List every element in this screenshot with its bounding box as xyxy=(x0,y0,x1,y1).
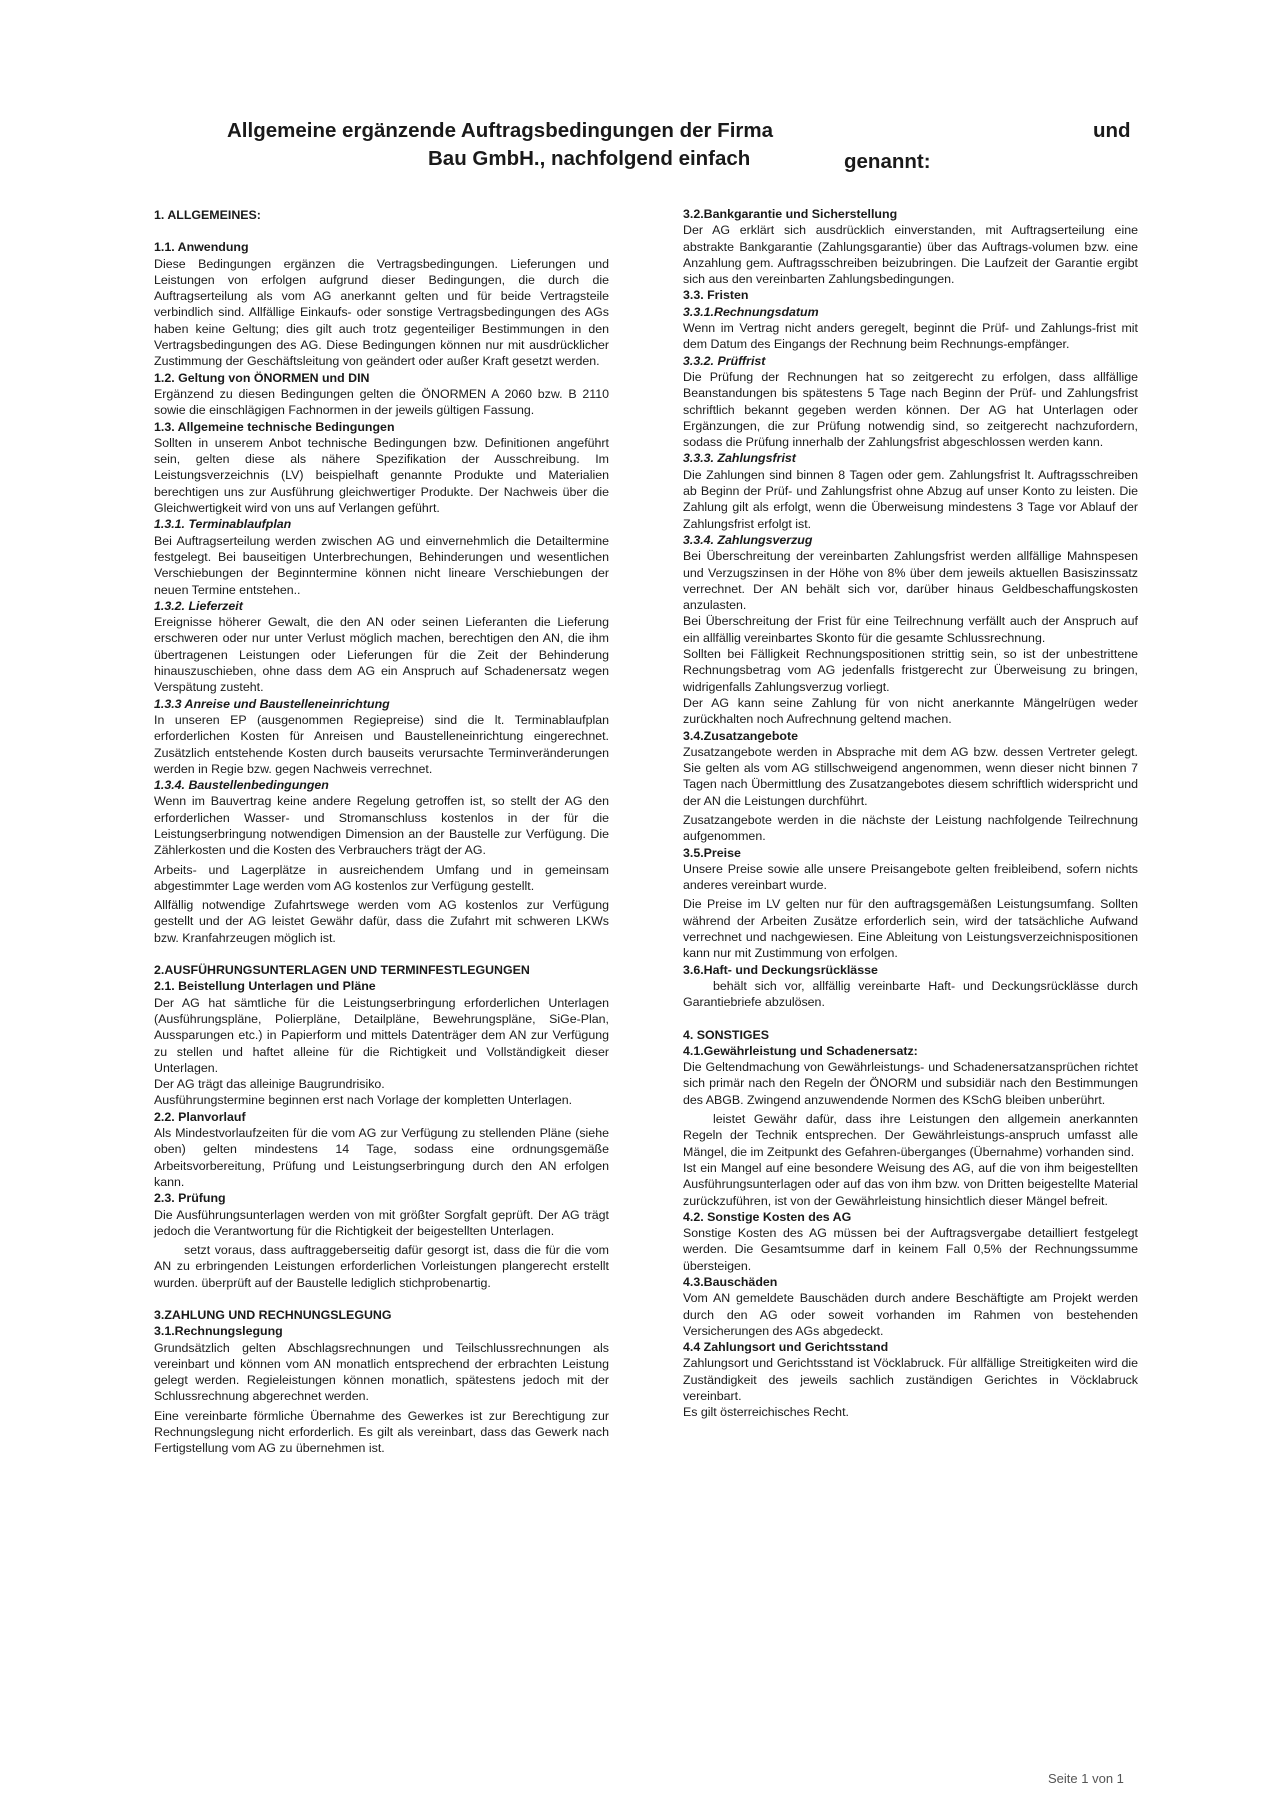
text-3-2: Der AG erklärt sich ausdrücklich einverstanden, mit Auftragserteilung eine abstrakte Bankgarantie (Zahlungsgarantie) über das Auftrags-volumen bzw. eine Anzahlung gem. Auftragsschreiben beizubringen. Die Laufzeit der Garantie ergibt sich aus den vereinbarten Zahlungsbedingungen. xyxy=(683,223,1138,287)
heading-1-3-4: 1.3.4. Baustellenbedingungen xyxy=(154,778,329,793)
text-2-3-b: setzt voraus, dass auftraggeberseitig dafür gesorgt ist, dass die für die vom AN zu erbringenden Leistungen erforderlichen Vorleistungen plangerecht erstellt wurden. überprüft auf der Baustelle lediglich stichprobenartig. xyxy=(154,1243,609,1290)
text-1-3-4-c: Allfällig notwendige Zufahrtswege werden vom AG kostenlos zur Verfügung gestellt und der AG leistet Gewähr dafür, dass die Zufahrt mit schweren LKWs bzw. Kranfahrzeugen möglich ist. xyxy=(154,898,609,945)
text-4-1-b: leistet Gewähr dafür, dass ihre Leistungen den allgemein anerkannten Regeln der Technik entsprechen. Der Gewährleistungs-anspruch umfasst alle Mängel, die im Zeitpunkt des Gefahren-überganges (Übernahme) vorhanden sind. xyxy=(683,1112,1138,1159)
text-1-1: Diese Bedingungen ergänzen die Vertragsbedingungen. Lieferungen und Leistungen von erfolgen aufgrund dieser Bedingungen, die durch die Auftragserteilung als vom AG anerkannt gelten und für beide Vertragsteile verbindlich sind. Allfällige Einkaufs- oder sonstige Vertragsbedingungen des AGs haben keine Geltung; dies gilt auch trotz gegenteiliger Bestimmungen in den Vertragsbedingungen des AG. Diese Bedingungen können nur mit ausdrücklicher Zustimmung der Geschäftsleitung von geändert oder außer Kraft gesetzt werden. xyxy=(154,256,609,369)
heading-1: 1. ALLGEMEINES: xyxy=(154,208,261,222)
text-3-1-b: Eine vereinbarte förmliche Übernahme des Gewerkes ist zur Berechtigung zur Rechnungslegung nicht erforderlich. Es gilt als vereinbart, dass das Gewerk nach Fertigstellung vom AG zu übernehmen ist. xyxy=(154,1408,609,1456)
text-4-4-a: Zahlungsort und Gerichtsstand ist Vöcklabruck. Für allfällige Streitigkeiten wird die Zuständigkeit des jeweils sachlich zuständigen Gerichtes in Vöcklabruck vereinbart. xyxy=(683,1356,1138,1404)
text-3-3-3: Die Zahlungen sind binnen 8 Tagen oder gem. Zahlungsfrist lt. Auftragsschreiben ab Beginn der Prüf- und Zahlungsfrist ohne Abzug auf unser Konto zu leisten. Die Zahlung gilt als erfolgt, wenn die Überweisung mindestens 3 Tage vor Ablauf der Zahlungsfrist erfolgt ist. xyxy=(683,467,1138,531)
text-1-3: Sollten in unserem Anbot technische Bedingungen bzw. Definitionen angeführt sein, gelten diese als nähere Spezifikation der Ausschreibung. Im Leistungsverzeichnis (LV) beispielhaft genannte Produkte und Materialien berechtigen uns zur Ausführung gleichwertiger Produkte. Der Nachweis über die Gleichwertigkeit wird von uns auf Verlangen geführt. xyxy=(154,435,609,516)
heading-3-3: 3.3. Fristen xyxy=(683,288,749,303)
heading-4-2: 4.2. Sonstige Kosten des AG xyxy=(683,1209,852,1224)
heading-1-1: 1.1. Anwendung xyxy=(154,240,249,255)
text-1-3-4-a: Wenn im Bauvertrag keine andere Regelung getroffen ist, so stellt der AG den erforderlichen Wasser- und Stromanschluss kostenlos in der für die Leistungserbringung notwendigen Dimension an der Baustelle zur Verfügung. Die Zählerkosten und die Kosten des Verbrauchers trägt der AG. xyxy=(154,794,609,858)
text-1-3-4-b: Arbeits- und Lagerplätze in ausreichendem Umfang und in gemeinsam abgestimmter Lage werden vom AG kostenlos zur Verfügung gestellt. xyxy=(154,862,609,893)
text-3-5-b: Die Preise im LV gelten nur für den auftragsgemäßen Leistungsumfang. Sollten während der Arbeiten Zusätze erforderlich sein, wird der tatsächliche Aufwand verrechnet und nachgewiesen. Eine Ableitung von Leistungsverzeichnispositionen kann nur mit Zustimmung von erfolgen. xyxy=(683,897,1138,961)
heading-2: 2.AUSFÜHRUNGSUNTERLAGEN UND TERMINFESTLEGUNGEN xyxy=(154,963,530,978)
text-1-2: Ergänzend zu diesen Bedingungen gelten die ÖNORMEN A 2060 bzw. B 2110 sowie die einschlägigen Fachnormen in der jeweils gültigen Fassung. xyxy=(154,386,609,418)
heading-3-3-3: 3.3.3. Zahlungsfrist xyxy=(683,451,796,466)
text-3-4-b: Zusatzangebote werden in die nächste der Leistung nachfolgende Teilrechnung aufgenommen. xyxy=(683,812,1138,844)
heading-3-4: 3.4.Zusatzangebote xyxy=(683,728,798,743)
heading-4: 4. SONSTIGES xyxy=(683,1027,770,1042)
text-1-3-1: Bei Auftragserteilung werden zwischen AG und einvernehmlich die Detailtermine festgelegt. Bei bauseitigen Unterbrechungen, Behinderungen und wesentlichen Verschiebungen der Beginntermine können nicht lineare Verschiebungen der neuen Termine entstehen.. xyxy=(154,533,609,597)
text-3-5-a: Unsere Preise sowie alle unsere Preisangebote gelten freibleibend, sofern nichts anderes vereinbart wurde. xyxy=(683,861,1138,893)
heading-1-3-2: 1.3.2. Lieferzeit xyxy=(154,598,243,613)
title-line1-left: Allgemeine ergänzende Auftragsbedingungen der Firma xyxy=(227,119,773,142)
text-4-1-a: Die Geltendmachung von Gewährleistungs- und Schadenersatzansprüchen richtet sich primär nach den Regeln der ÖNORM und subsidiär nach den Bestimmungen des ABGB. Zwingend anzuwendende Normen des KSchG bleiben unberührt. xyxy=(683,1060,1138,1107)
text-1-3-2: Ereignisse höherer Gewalt, die den AN oder seinen Lieferanten die Lieferung erschweren oder nur unter Verlust möglich machen, berechtigen den AN, die ihm übertragenen Leistungen oder Lieferungen für die Zeit der Behinderung hinauszuschieben, ohne dass dem AG ein Anspruch auf Schadenersatz wegen Verspätung zusteht. xyxy=(154,615,609,695)
text-3-3-1: Wenn im Vertrag nicht anders geregelt, beginnt die Prüf- und Zahlungs-frist mit dem Datum des Eingangs der Rechnung beim Rechnungs-empfänger. xyxy=(683,321,1138,352)
text-4-4-b: Es gilt österreichisches Recht. xyxy=(683,1405,849,1420)
heading-1-3-3: 1.3.3 Anreise und Baustelleneinrichtung xyxy=(154,696,390,711)
heading-4-3: 4.3.Bauschäden xyxy=(683,1275,778,1289)
heading-3-1: 3.1.Rechnungslegung xyxy=(154,1324,283,1339)
text-4-1-c: Ist ein Mangel auf eine besondere Weisung des AG, auf die von ihm beigestellten Ausführungsunterlagen oder auf das von ihm bzw. von Dritten beigestellte Material zurückzuführen, ist von der Gewährleistung hinsichtlich dieser Mängel befreit. xyxy=(683,1160,1138,1208)
heading-1-2: 1.2. Geltung von ÖNORMEN und DIN xyxy=(154,370,370,385)
text-3-3-4-b: Bei Überschreitung der Frist für eine Teilrechnung verfällt auch der Anspruch auf ein allfällig vereinbartes Skonto für die gesamte Schlussrechnung. xyxy=(683,614,1138,645)
text-3-4-a: Zusatzangebote werden in Absprache mit dem AG bzw. dessen Vertreter gelegt. Sie gelten als vom AG stillschweigend angenommen, wenn dieser nicht binnen 7 Tagen nach Übermittlung des Zusatzangebotes diesem schriftlich widerspricht und der AN die Leistungen durchführt. xyxy=(683,744,1138,808)
text-2-3-a: Die Ausführungsunterlagen werden von mit größter Sorgfalt geprüft. Der AG trägt jedoch die Verantwortung für die Richtigkeit der beigestellten Unterlagen. xyxy=(154,1207,609,1238)
heading-2-3: 2.3. Prüfung xyxy=(154,1191,226,1206)
heading-4-1: 4.1.Gewährleistung und Schadenersatz: xyxy=(683,1043,918,1058)
text-3-6: behält sich vor, allfällig vereinbarte Haft- und Deckungsrücklässe durch Garantiebriefe abzulösen. xyxy=(683,978,1138,1010)
text-3-3-4-a: Bei Überschreitung der vereinbarten Zahlungsfrist werden allfällige Mahnspesen und Verzugszinsen in der Höhe von 8% über dem jeweils aktuellen Basiszinssatz verrechnet. Der AN behält sich vor, darüber hinaus Geldbeschaffungskosten anzulasten. xyxy=(683,549,1138,613)
left-column xyxy=(154,207,609,1457)
heading-3-3-1: 3.3.1.Rechnungsdatum xyxy=(683,304,819,319)
heading-3-2: 3.2.Bankgarantie und Sicherstellung xyxy=(683,207,898,221)
text-1-3-3: In unseren EP (ausgenommen Regiepreise) sind die lt. Terminablaufplan erforderlichen Kosten für Anreisen und Baustelleneinrichtung eingerechnet. Zusätzlich entstehende Kosten durch bauseits verursachte Terminveränderungen werden in Regie bzw. gegen Nachweis verrechnet. xyxy=(154,712,609,776)
right-column xyxy=(683,206,1138,1421)
text-4-3: Vom AN gemeldete Bauschäden durch andere Beschäftigte am Projekt werden durch den AG oder soweit vorhanden im Rahmen von bestehenden Versicherungen des AGs abgedeckt. xyxy=(683,1291,1138,1338)
text-3-3-4-d: Der AG kann seine Zahlung für von nicht anerkannte Mängelrügen weder zurückhalten noch Aufrechnung geltend machen. xyxy=(683,695,1138,727)
text-2-1-c: Ausführungstermine beginnen erst nach Vorlage der kompletten Unterlagen. xyxy=(154,1093,573,1108)
heading-2-1: 2.1. Beistellung Unterlagen und Pläne xyxy=(154,979,376,994)
title-line2-left: Bau GmbH., nachfolgend einfach xyxy=(428,147,751,170)
text-3-3-4-c: Sollten bei Fälligkeit Rechnungspositionen strittig sein, so ist der unbestrittene Rechnungsbetrag vom AG jedenfalls fristgerecht zur Überweisung zu bringen, widrigenfalls Zahlungsverzug vorliegt. xyxy=(683,647,1138,694)
heading-4-4: 4.4 Zahlungsort und Gerichtsstand xyxy=(683,1340,889,1355)
heading-3: 3.ZAHLUNG UND RECHNUNGSLEGUNG xyxy=(154,1308,392,1322)
text-3-3-2: Die Prüfung der Rechnungen hat so zeitgerecht zu erfolgen, dass allfällige Beanstandungen bis spätestens 5 Tage nach Beginn der Prüf- und Zahlungsfrist schriftlich bekannt gegeben werden können. Der AG hat Unterlagen oder Ergänzungen, die zur Prüfung notwendig sind, so zeitgerecht nachzufordern, sodass die Prüfung innerhalb der Zahlungsfrist abgeschlossen werden kann. xyxy=(683,369,1138,450)
title-line2-right: genannt: xyxy=(844,150,931,173)
text-2-1-a: Der AG hat sämtliche für die Leistungserbringung erforderlichen Unterlagen (Ausführungspläne, Polierpläne, Detailpläne, Bewehrungspläne, SiGe-Plan, Aussparungen etc.) in Papierform und mittels Datenträger dem AN zur Verfügung zu stellen und haftet alleine für die Richtigkeit und Vollständigkeit dieser Unterlagen. xyxy=(154,995,609,1075)
heading-3-6: 3.6.Haft- und Deckungsrücklässe xyxy=(683,962,878,977)
heading-1-3: 1.3. Allgemeine technische Bedingungen xyxy=(154,419,395,434)
heading-3-3-2: 3.3.2. Prüffrist xyxy=(683,353,766,368)
heading-1-3-1: 1.3.1. Terminablaufplan xyxy=(154,517,292,532)
heading-3-5: 3.5.Preise xyxy=(683,845,741,860)
title-line1-right: und xyxy=(1093,119,1131,142)
page-number: Seite 1 von 1 xyxy=(1048,1771,1124,1786)
heading-3-3-4: 3.3.4. Zahlungsverzug xyxy=(683,532,813,547)
text-2-2: Als Mindestvorlaufzeiten für die vom AG zur Verfügung zu stellenden Pläne (siehe oben) gelten mindestens 14 Tage, sodass eine ordnungsgemäße Arbeitsvorbereitung, Prüfung und Leistungserbringung durch den AN erfolgen kann. xyxy=(154,1126,609,1189)
text-3-1-a: Grundsätzlich gelten Abschlagsrechnungen und Teilschlussrechnungen als vereinbart und können vom AN monatlich entsprechend der erbrachten Leistung gelegt werden. Regieleistungen können monatlich, spätestens jedoch mit der Schlussrechnung abgerechnet werden. xyxy=(154,1340,609,1404)
heading-2-2: 2.2. Planvorlauf xyxy=(154,1109,246,1124)
text-4-2: Sonstige Kosten des AG müssen bei der Auftragsvergabe detailliert festgelegt werden. Die Gesamtsumme darf in keinem Fall 0,5% der Rechnungssumme übersteigen. xyxy=(683,1226,1138,1273)
text-2-1-b: Der AG trägt das alleinige Baugrundrisiko. xyxy=(154,1077,385,1092)
